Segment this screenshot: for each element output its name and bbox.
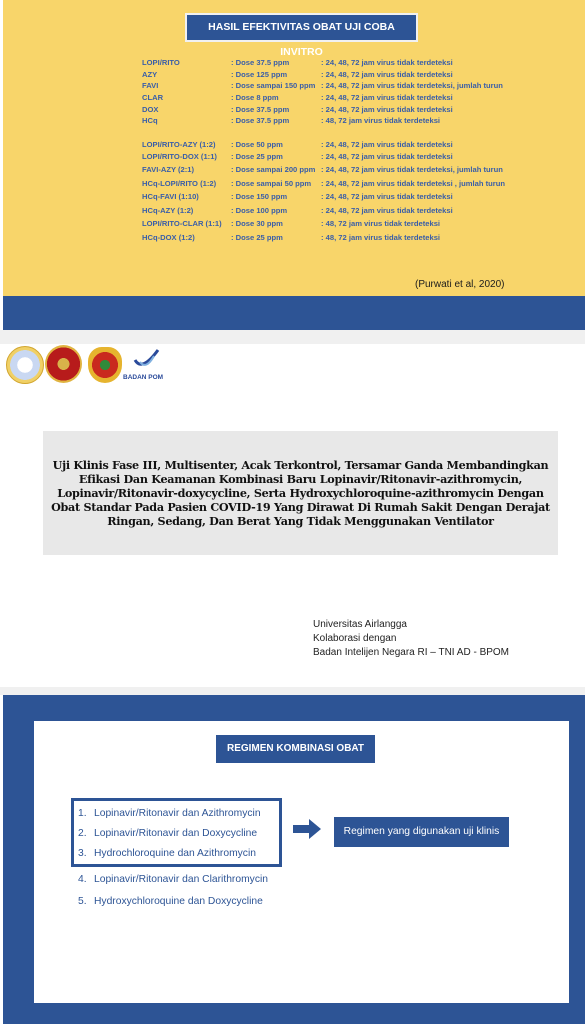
tni-ad-logo-icon xyxy=(88,347,122,383)
badan-pom-caption: BADAN POM xyxy=(123,374,164,381)
slide-clinical-trial-title xyxy=(0,344,585,687)
citation: (Purwati et al, 2020) xyxy=(415,279,505,290)
affiliation xyxy=(313,618,509,660)
slide-invitro-results: HASIL EFEKTIVITAS OBAT UJI COBA INVITRO LOPI/RITO : Dose 37.5 ppm : 24, 48, 72 jam virus tidak terdeteksi AZY : Dose 125 ppm : 24, 48, 72 jam virus tidak terdeteksi FAVI : Dose sampai 150 ppm : 24, 48, 72 jam virus tidak terdeteksi, jumlah turun CLAR : Dose 8 ppm : 24, 48, 72 jam virus tidak terdeteksi DOX : Dose 37.5 ppm : 24, 48, 72 jam virus tidak terdeteksi HCq : Dose 37.5 ppm : 48, 72 jam virus tidak terdeteksi LOPI/RITO-AZY (1:2) : Dose 50 ppm : 24, 48, 72 jam virus tidak terdeteksi LOPI/RITO-DOX (1:1) : Dose 25 ppm : 24, 48, 72 jam virus tidak terdeteksi FAVI-AZY (2:1) : Dose sampai 200 ppm : 24, 48, 72 jam virus tidak terdeteksi, jumlah turun HCq-LOPI/RITO (1:2) : Dose sampai 50 ppm : 24, 48, 72 jam virus tidak terdeteksi , jumlah turun HCq-FAVI (1:10) : Dose 150 ppm : 24, 48, 72 jam virus tidak terdeteksi HCq-AZY (1:2) : Dose 100 ppm : 24, 48, 72 jam virus tidak terdeteksi LOPI/RITO-CLAR (1:1) : Dose 30 ppm : 48, 72 jam virus tidak terdeteksi HCq-DOX (1:2) : Dose 25 ppm : 48, 72 jam virus tidak terdeteksi (Purwati et al, 2020) xyxy=(3,0,585,296)
study-title: Uji Klinis Fase III, Multisenter, Acak Terkontrol, Tersamar Ganda Membandingkan Efikasi Dan Keamanan Kombinasi Baru Lopinavir/Ritonavir-azithromycin, Lopinavir/Ritonavir-doxycycline, Serta Hydroxychloroquine-azithromycin Dengan Obat Standar Pada Pasien COVID-19 Yang Dirawat Di Rumah Sakit Dengan Derajat Ringan, Sedang, Dan Berat Yang Tidak Menggunakan Ventilator xyxy=(51,458,550,528)
invitro-title: HASIL EFEKTIVITAS OBAT UJI COBA INVITRO xyxy=(185,13,418,42)
regimen-panel: REGIMEN KOMBINASI OBAT 1. Lopinavir/Ritonavir dan Azithromycin 2. Lopinavir/Ritonavir dan Doxycycline 3. Hydrochloroquine dan Azithromycin 4. Lopinavir/Ritonavir dan Clarithromycin 5. Hydroxychloroquine dan Doxycycline Regimen yang digunakan uji klinis xyxy=(34,721,569,1003)
unair-logo-icon xyxy=(6,346,44,384)
affiliation-line: Universitas Airlangga xyxy=(313,619,407,630)
arrow-right-icon xyxy=(292,818,322,840)
regimen-title: REGIMEN KOMBINASI OBAT xyxy=(216,735,375,763)
affiliation-line: Badan Intelijen Negara RI – TNI AD - BPOM xyxy=(313,647,510,658)
badan-pom-logo-icon xyxy=(132,348,162,374)
affiliation-line: Kolaborasi dengan xyxy=(313,633,397,644)
slide-footer-band xyxy=(3,296,585,330)
study-title-box xyxy=(43,431,558,555)
used-regimen-label: Regimen yang digunakan uji klinis xyxy=(334,817,509,847)
bin-logo-icon xyxy=(45,345,82,383)
slide-separator xyxy=(0,687,585,695)
slide-regimen xyxy=(3,695,585,1024)
slide-separator xyxy=(0,330,585,344)
